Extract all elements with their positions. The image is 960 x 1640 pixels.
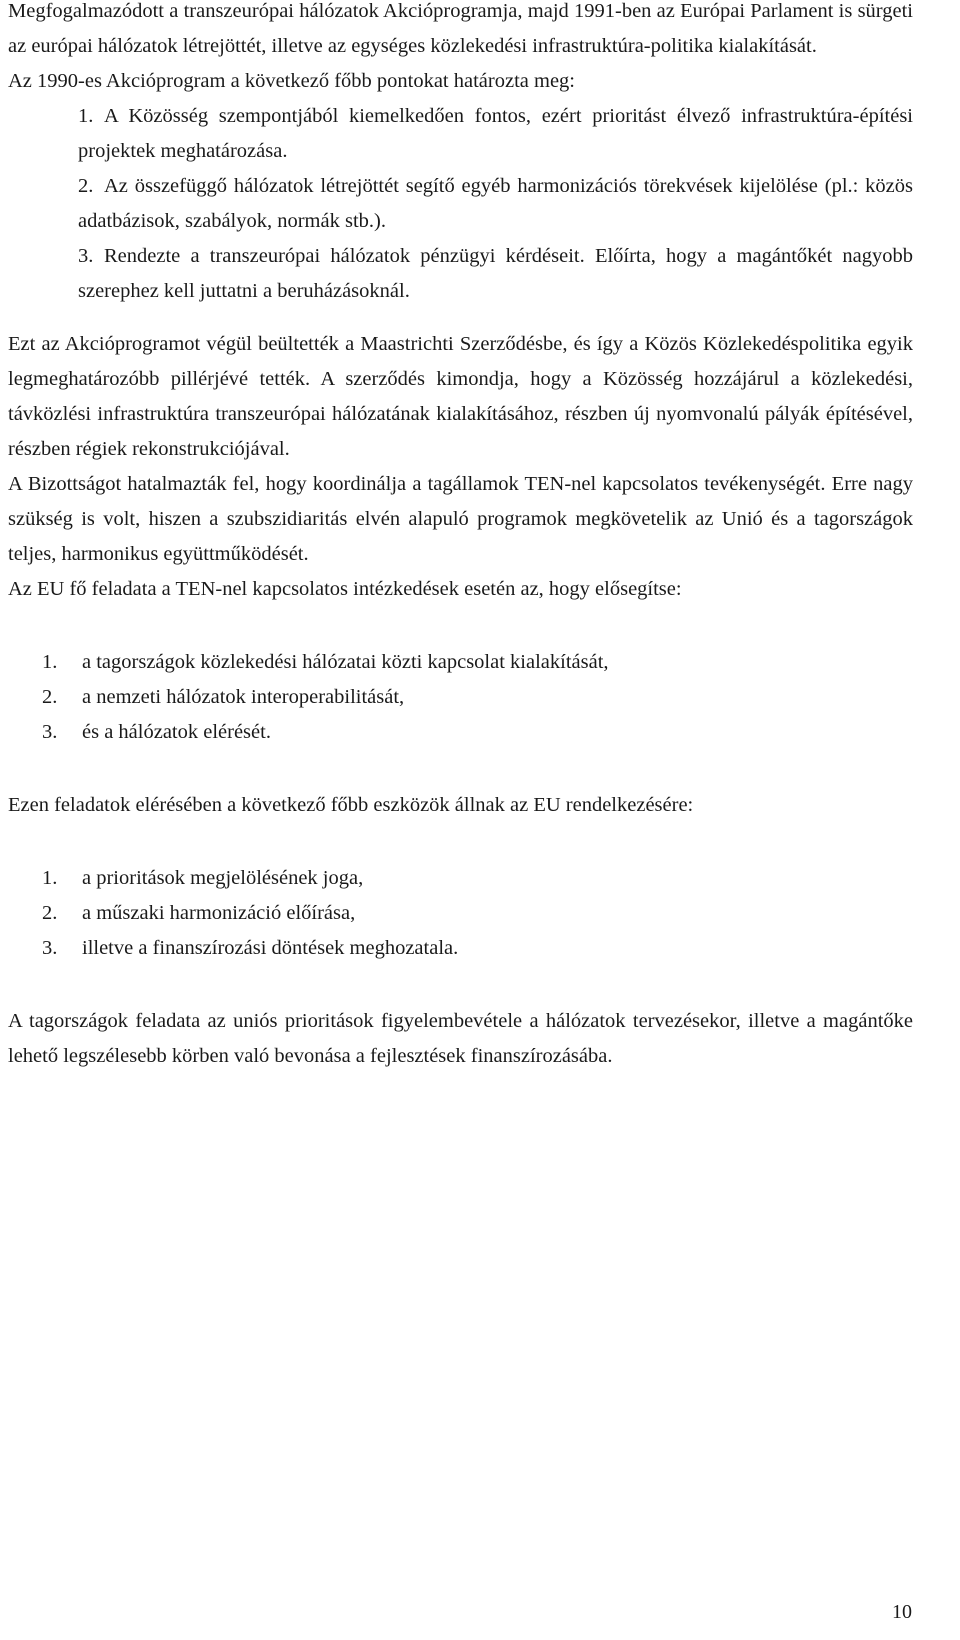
document-page [8,0,913,1074]
list-item-text: a műszaki harmonizáció előírása, [82,902,356,924]
list-item-text: a nemzeti hálózatok interoperabilitását, [82,686,405,708]
maastricht-paragraph: Ezt az Akcióprogramot végül beültették a Maastrichti Szerződésbe, és így a Közös Közlekedéspolitika egyik legmeghatározóbb pillérjévé tették. A szerződés kimondja, hogy a Közösség hozzájárul a közlekedési, távközlési infrastruktúra transzeurópai hálózatának kialakításához, részben új nyomvonalú pályák építésével, részben régiek rekonstrukciójával. [8,333,913,460]
list-item [8,169,913,239]
list-item-number: 1. [42,867,58,889]
list-item-text: Rendezte a transzeurópai hálózatok pénzügyi kérdéseit. Előírta, hogy a magántőkét nagyobb szerephez kell juttatni a beruházásoknál. [78,245,913,302]
list-item [8,239,913,309]
list-item [8,99,913,169]
list-item-number: 2. [78,175,94,197]
list-item-number: 3. [78,245,94,267]
list-item [8,861,913,896]
program-intro-paragraph: Az 1990-es Akcióprogram a következő főbb pontokat határozta meg: [8,70,575,92]
list-item-number: 3. [42,937,58,959]
tools-intro-paragraph: Ezen feladatok elérésében a következő főbb eszközök állnak az EU rendelkezésére: [8,794,694,816]
closing-paragraph: A tagországok feladata az uniós prioritások figyelembevétele a hálózatok tervezésekor, illetve a magántőke lehető legszélesebb körben való bevonása a fejlesztések finanszírozásába. [8,1010,913,1067]
list-item [8,931,913,966]
list-item-text: a tagországok közlekedési hálózatai közti kapcsolat kialakítását, [82,651,609,673]
list-item-number: 1. [42,651,58,673]
list-item-text: és a hálózatok elérését. [82,721,271,743]
list-item-text: illetve a finanszírozási döntések meghozatala. [82,937,459,959]
list-item [8,896,913,931]
list-item-text: Az összefüggő hálózatok létrejöttét segítő egyéb harmonizációs törekvések kijelölése (pl.: közös adatbázisok, szabályok, normák stb.). [78,175,913,232]
list-item [8,680,913,715]
list-item-text: A Közösség szempontjából kiemelkedően fontos, ezért prioritást élvező infrastruktúra-építési projektek meghatározása. [78,105,913,162]
intro-paragraph: Megfogalmazódott a transzeurópai hálózatok Akcióprogramja, majd 1991-ben az Európai Parlament is sürgeti az európai hálózatok létrejöttét, illetve az egységes közlekedési infrastruktúra-politika kialakítását. [8,0,913,57]
eu-task-intro: Az EU fő feladata a TEN-nel kapcsolatos intézkedések esetén az, hogy elősegítse: [8,578,682,600]
list-item-number: 2. [42,686,58,708]
list-item-number: 1. [78,105,94,127]
list-item-number: 3. [42,721,58,743]
commission-paragraph: A Bizottságot hatalmazták fel, hogy koordinálja a tagállamok TEN-nel kapcsolatos tevékenységét. Erre nagy szükség is volt, hiszen a szubszidiaritás elvén alapuló programok megkövetelik az Unió és a tagországok teljes, harmonikus együttműködését. [8,473,913,565]
program-points-list [8,99,913,309]
page-number: 10 [892,1601,912,1623]
list-item [8,645,913,680]
eu-tasks-list [8,645,913,750]
list-item-text: a prioritások megjelölésének joga, [82,867,364,889]
tools-list [8,861,913,966]
list-item-number: 2. [42,902,58,924]
list-item [8,715,913,750]
